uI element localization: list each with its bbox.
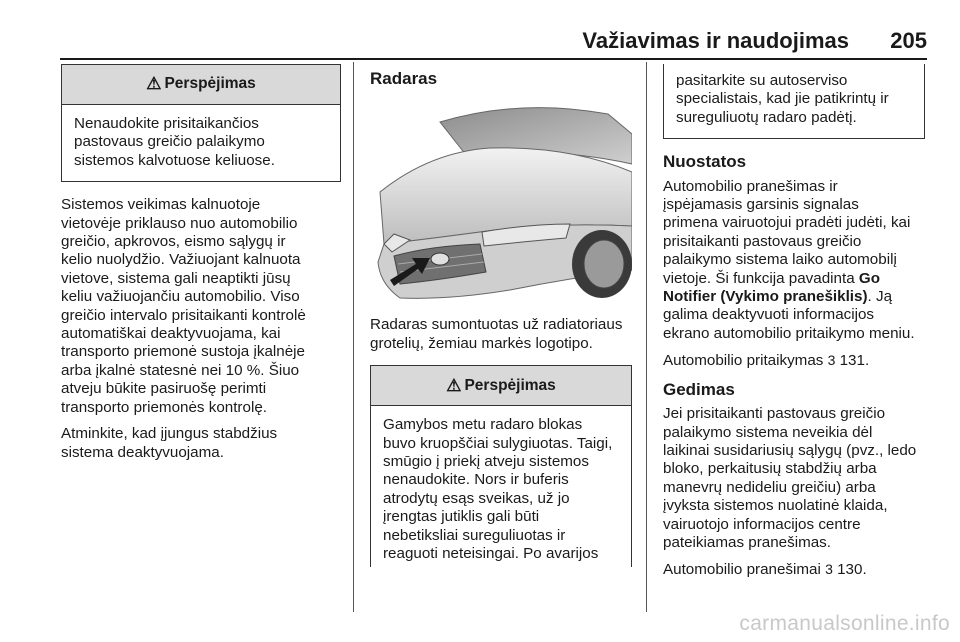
column-1 [61,64,341,470]
warning-body [62,105,340,181]
text-line: sureguliuotų radaro padėtį. [676,108,857,126]
warning-body [664,64,924,138]
warning-header [371,366,631,406]
paragraph-settings: Automobilio pranešimas ir įspėjamasis garsinis signalas primena vairuotojui pradėti judėti, kai prisitaikanti pastovaus greičio palaikymo sistema laiko automobilį vietoje. Ši funkcija pavadinta Go Notifier (Vykimo pranešiklis). Ją galima deaktyvuoti informacijos ekrano automobilio pritaikymo meniu. [663,177,915,342]
column-divider-1 [353,62,354,612]
page-header [60,24,927,64]
feature-name: Go [858,269,880,287]
text-line: pastovaus greičio palaikymo [74,133,265,151]
feature-name: Notifier (Vykimo pranešiklis) [663,288,868,306]
warning-header [62,65,340,105]
reference-vehicle-personalisation[interactable]: Automobilio pritaikymas 3 131. [663,352,870,370]
warning-box-continued [663,64,925,139]
warning-triangle-icon: ⚠ [446,375,462,395]
text-line: Gamybos metu radaro blokas [383,416,583,434]
warning-box [61,64,341,182]
watermark: carmanualsonline.info [739,612,950,635]
warning-triangle-icon: ⚠ [146,74,162,94]
text-line: specialistais, kad jie patikrintų ir [676,90,889,108]
car-radar-illustration [370,94,632,304]
text-line: smūgio į priekį atveju sistemos [383,453,589,471]
paragraph-fault: Jei prisitaikanti pastovaus greičio palaikymo sistema neveikia dėl laikinai susidariusių sąlygų (pvz., ledo bloko, perkaitusių stabdžių arba manevrų nedideliu greičiu) arba įvyksta sistemos nuolatinė klaida, vairuotojo informacijos centre pateikiamas pranešimas. [663,405,917,551]
paragraph-brake-note: Atminkite, kad įjungus stabdžius sistema deaktyvuojama. [61,425,278,461]
section-title-fault: Gedimas [663,379,735,399]
text-line: nenaudokite. Nors ir buferis [383,471,569,489]
column-2 [370,64,632,567]
text-line: įrengtas jutiklis gali būti [383,508,540,526]
section-title-settings: Nuostatos [663,152,747,172]
header-rule [60,58,927,60]
warning-body [371,406,631,567]
warning-title: Perspėjimas [464,376,556,394]
section-title-radar: Radaras [370,69,438,88]
paragraph-hilly-terrain: Sistemos veikimas kalnuotoje vietovėje priklauso nuo automobilio greičio, apkrovos, eismo sąlygų ir kelio nuolydžio. Važiuojant kalnuota vietove, sistema gali neaptikti jūsų keliu važiuojančiu automobilio. Viso greičio intervalo prisitaikanti kontrolė automatiškai deaktyvuojama, kai transporto priemonė sustoja įkalnėje arba įkalnė statesnė nei 10 %. Šiuo atveju būkite pasiruošę perimti transporto priemonės kontrolę. [61,196,306,416]
warning-box-radar [370,365,632,567]
text-line: atrodytų esąs sveikas, už jo [383,489,570,507]
page-reference-icon: 3 [825,561,833,578]
text-line: nebetiksliai sureguliuotas ir [383,526,566,544]
warning-title: Perspėjimas [164,75,256,93]
column-3 [663,64,925,588]
radar-caption: Radaras sumontuotas už radiatoriaus grotelių, žemiau markės logotipo. [370,316,623,352]
text-line: sistemos kalvotuose keliuose. [74,151,275,169]
text-line: Nenaudokite prisitaikančios [74,115,259,132]
text-line: pasitarkite su autoserviso [676,72,848,89]
text-line: reaguoti neteisingai. Po avarijos [383,545,599,563]
reference-vehicle-messages[interactable]: Automobilio pranešimai 3 130. [663,561,867,579]
page-number: 205 [890,28,927,53]
page-reference-icon: 3 [827,352,836,369]
text-line: buvo kruopščiai sulygiuotas. Taigi, [383,434,613,452]
column-divider-2 [646,62,647,612]
header-title: Važiavimas ir naudojimas [582,28,849,53]
